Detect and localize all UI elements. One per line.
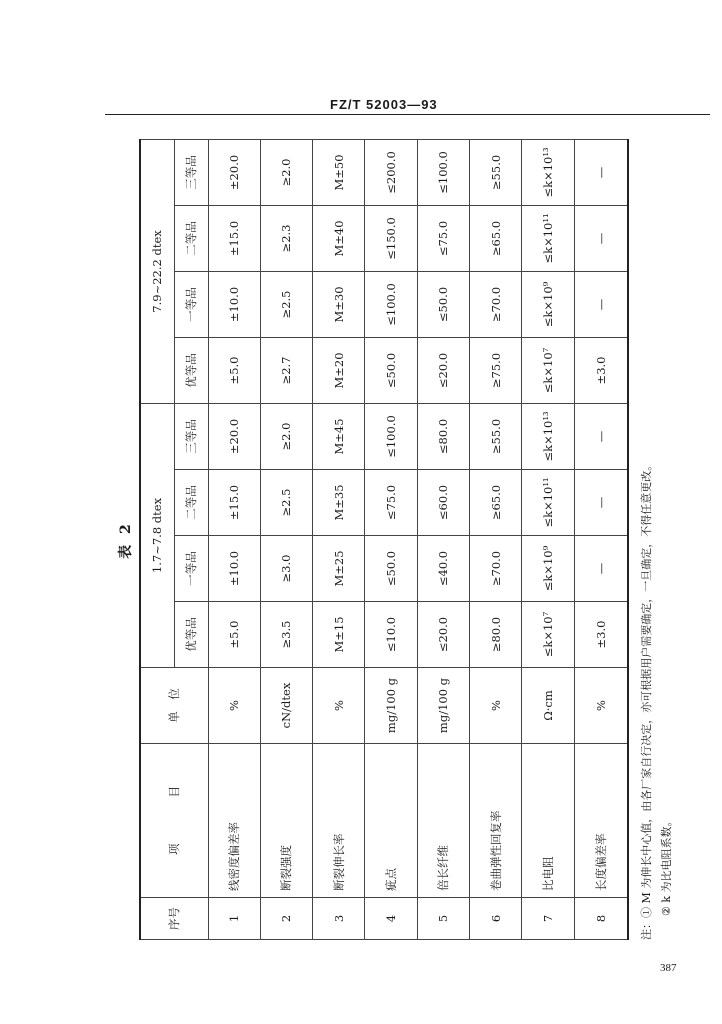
value-cell: ≤k×10¹³	[522, 403, 574, 469]
value-cell: ≤k×10⁹	[522, 536, 574, 602]
value-cell: ≥70.0	[469, 271, 521, 337]
value-cell: ≤150.0	[365, 205, 417, 271]
item-cell: 线密度偏差率	[208, 744, 260, 898]
value-cell: ≥3.0	[260, 536, 312, 602]
value-cell: M±35	[313, 470, 365, 536]
col-header-group-2: 7.9~22.2 dtex	[140, 139, 174, 403]
table-row	[365, 139, 417, 939]
value-cell: ≤10.0	[365, 602, 417, 668]
value-cell: ≥70.0	[469, 536, 521, 602]
unit-cell: %	[574, 668, 628, 744]
table-notes	[637, 140, 677, 940]
table-row	[522, 139, 574, 939]
grade-header: 一等品	[174, 271, 208, 337]
col-header-unit: 单 位	[140, 668, 208, 744]
page-number: 387	[660, 962, 677, 974]
seq-cell: 8	[574, 898, 628, 940]
unit-cell: mg/100 g	[365, 668, 417, 744]
value-cell: ≤40.0	[417, 536, 469, 602]
table-row	[574, 139, 628, 939]
value-cell: ≤50.0	[365, 536, 417, 602]
item-cell: 倍长纤维	[417, 744, 469, 898]
value-cell: ≤75.0	[417, 205, 469, 271]
seq-cell: 6	[469, 898, 521, 940]
table-row	[260, 139, 312, 939]
value-cell: M±25	[313, 536, 365, 602]
seq-cell: 2	[260, 898, 312, 940]
value-cell: ±20.0	[208, 139, 260, 205]
grade-header: 一等品	[174, 536, 208, 602]
col-header-group-1: 1.7~7.8 dtex	[140, 403, 174, 667]
table-row	[469, 139, 521, 939]
grade-header: 优等品	[174, 337, 208, 403]
grade-header: 优等品	[174, 602, 208, 668]
value-cell: ≤100.0	[417, 139, 469, 205]
seq-cell: 4	[365, 898, 417, 940]
value-cell: ±3.0	[574, 602, 628, 668]
unit-cell: %	[313, 668, 365, 744]
value-cell: ±5.0	[208, 337, 260, 403]
value-cell: —	[574, 205, 628, 271]
unit-cell: %	[208, 668, 260, 744]
item-cell: 比电阻	[522, 744, 574, 898]
value-cell: ≤100.0	[365, 271, 417, 337]
item-cell: 断裂强度	[260, 744, 312, 898]
item-cell: 长度偏差率	[574, 744, 628, 898]
value-cell: ≤100.0	[365, 403, 417, 469]
value-cell: —	[574, 536, 628, 602]
value-cell: ≤k×10¹¹	[522, 205, 574, 271]
grade-header: 三等品	[174, 139, 208, 205]
value-cell: ≤20.0	[417, 337, 469, 403]
value-cell: ≤k×10⁷	[522, 602, 574, 668]
grade-header: 三等品	[174, 403, 208, 469]
value-cell: ≥3.5	[260, 602, 312, 668]
unit-cell: cN/dtex	[260, 668, 312, 744]
seq-cell: 5	[417, 898, 469, 940]
grade-header: 二等品	[174, 470, 208, 536]
value-cell: M±20	[313, 337, 365, 403]
value-cell: ≤k×10⁷	[522, 337, 574, 403]
value-cell: ≥2.0	[260, 403, 312, 469]
table-row	[208, 139, 260, 939]
note-2: ② k 为比电阻系数。	[660, 815, 673, 916]
rotated-table-block	[115, 140, 685, 940]
value-cell: ≤60.0	[417, 470, 469, 536]
value-cell: —	[574, 139, 628, 205]
value-cell: ≥55.0	[469, 403, 521, 469]
value-cell: ≤k×10¹¹	[522, 470, 574, 536]
table-row	[417, 139, 469, 939]
col-header-seq: 序号	[140, 898, 208, 940]
value-cell: —	[574, 403, 628, 469]
seq-cell: 3	[313, 898, 365, 940]
value-cell: ≥2.5	[260, 470, 312, 536]
value-cell: M±45	[313, 403, 365, 469]
value-cell: ≥2.5	[260, 271, 312, 337]
note-1: 注：① M 为伸长中心值，由各厂家自行决定，亦可根据用户需要确定，一旦确定，不得任意更改。	[640, 459, 653, 940]
value-cell: ≤200.0	[365, 139, 417, 205]
value-cell: ≤75.0	[365, 470, 417, 536]
value-cell: ≥55.0	[469, 139, 521, 205]
table-caption: 表 2	[118, 521, 134, 559]
value-cell: ≤50.0	[417, 271, 469, 337]
seq-cell: 1	[208, 898, 260, 940]
value-cell: M±15	[313, 602, 365, 668]
seq-cell: 7	[522, 898, 574, 940]
value-cell: ≥75.0	[469, 337, 521, 403]
value-cell: ≤k×10¹³	[522, 139, 574, 205]
value-cell: ≤50.0	[365, 337, 417, 403]
value-cell: ≤k×10⁹	[522, 271, 574, 337]
value-cell: ≥2.7	[260, 337, 312, 403]
value-cell: ±3.0	[574, 337, 628, 403]
value-cell: ±10.0	[208, 271, 260, 337]
value-cell: ±20.0	[208, 403, 260, 469]
header-rule	[105, 114, 710, 115]
table-row	[313, 139, 365, 939]
item-cell: 断裂伸长率	[313, 744, 365, 898]
grade-header: 二等品	[174, 205, 208, 271]
standard-code: FZ/T 52003—93	[330, 97, 438, 112]
table-body	[208, 139, 628, 939]
unit-cell: %	[469, 668, 521, 744]
col-header-item: 项 目	[140, 744, 208, 898]
value-cell: ±15.0	[208, 205, 260, 271]
value-cell: M±50	[313, 139, 365, 205]
item-cell: 卷曲弹性回复率	[469, 744, 521, 898]
value-cell: ±10.0	[208, 536, 260, 602]
value-cell: ≥2.3	[260, 205, 312, 271]
value-cell: ≥2.0	[260, 139, 312, 205]
value-cell: ±5.0	[208, 602, 260, 668]
value-cell: M±30	[313, 271, 365, 337]
value-cell: ≥65.0	[469, 470, 521, 536]
value-cell: ≤20.0	[417, 602, 469, 668]
spec-table	[139, 139, 629, 940]
value-cell: ≤80.0	[417, 403, 469, 469]
unit-cell: mg/100 g	[417, 668, 469, 744]
value-cell: ±15.0	[208, 470, 260, 536]
value-cell: —	[574, 271, 628, 337]
value-cell: ≥65.0	[469, 205, 521, 271]
value-cell: M±40	[313, 205, 365, 271]
unit-cell: Ω·cm	[522, 668, 574, 744]
item-cell: 疵点	[365, 744, 417, 898]
value-cell: —	[574, 470, 628, 536]
value-cell: ≥80.0	[469, 602, 521, 668]
